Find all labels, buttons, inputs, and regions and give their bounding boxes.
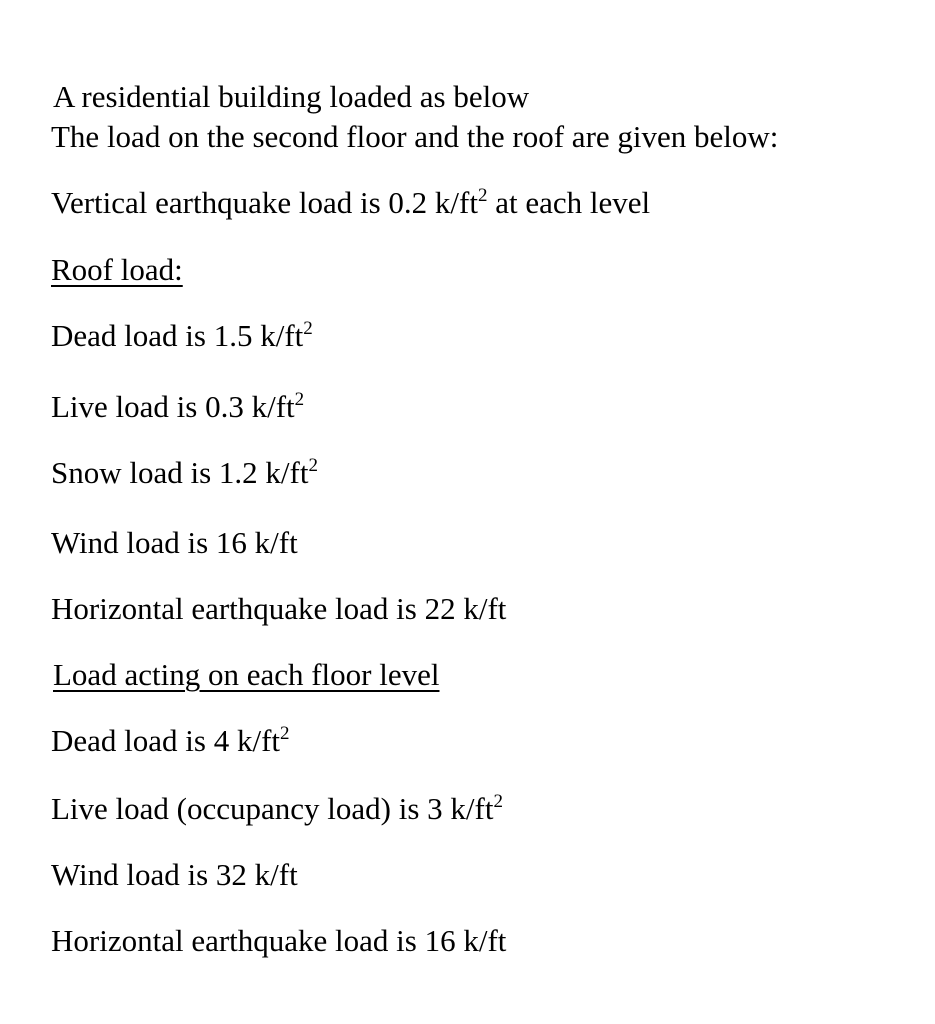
floor-horizontal-earthquake-text: Horizontal earthquake load is 16 k/ft	[51, 923, 507, 958]
roof-wind-load	[51, 527, 298, 558]
floor-live-load	[51, 793, 503, 824]
floor-dead-load-text: Dead load is 4 k/ft	[51, 723, 281, 758]
intro-line-2	[51, 121, 778, 152]
roof-load-heading: Roof load:	[51, 252, 183, 287]
floor-load-heading: Load acting on each floor level	[53, 657, 440, 692]
floor-dead-load-sup: 2	[280, 723, 290, 744]
vertical-earthquake-suffix: at each level	[487, 185, 651, 220]
vertical-earthquake-load	[51, 187, 650, 218]
vertical-earthquake-sup: 2	[477, 185, 488, 206]
floor-live-load-text: Live load (occupancy load) is 3 k/ft	[51, 791, 494, 826]
roof-live-load-sup: 2	[294, 389, 305, 410]
floor-dead-load	[51, 725, 290, 756]
roof-snow-load-text: Snow load is 1.2 k/ft	[51, 455, 309, 490]
intro-line-1-text: A residential building loaded as below	[53, 79, 530, 114]
roof-live-load-text: Live load is 0.3 k/ft	[51, 389, 295, 424]
roof-wind-load-text: Wind load is 16 k/ft	[51, 525, 298, 560]
vertical-earthquake-text: Vertical earthquake load is 0.2 k/ft	[51, 185, 478, 220]
roof-snow-load-sup: 2	[308, 455, 318, 476]
roof-snow-load	[51, 457, 318, 488]
roof-dead-load-sup: 2	[303, 318, 313, 339]
floor-wind-load	[51, 859, 298, 890]
roof-dead-load-text: Dead load is 1.5 k/ft	[51, 318, 304, 353]
intro-line-1	[53, 81, 529, 112]
floor-live-load-sup: 2	[493, 791, 503, 812]
floor-wind-load-text: Wind load is 32 k/ft	[51, 857, 298, 892]
floor-horizontal-earthquake-load	[51, 925, 506, 956]
roof-dead-load	[51, 320, 313, 351]
roof-live-load	[51, 391, 304, 422]
roof-horizontal-earthquake-load	[51, 593, 506, 624]
roof-horizontal-earthquake-text: Horizontal earthquake load is 22 k/ft	[51, 591, 507, 626]
intro-line-2-text: The load on the second floor and the roof are given below:	[51, 119, 779, 154]
